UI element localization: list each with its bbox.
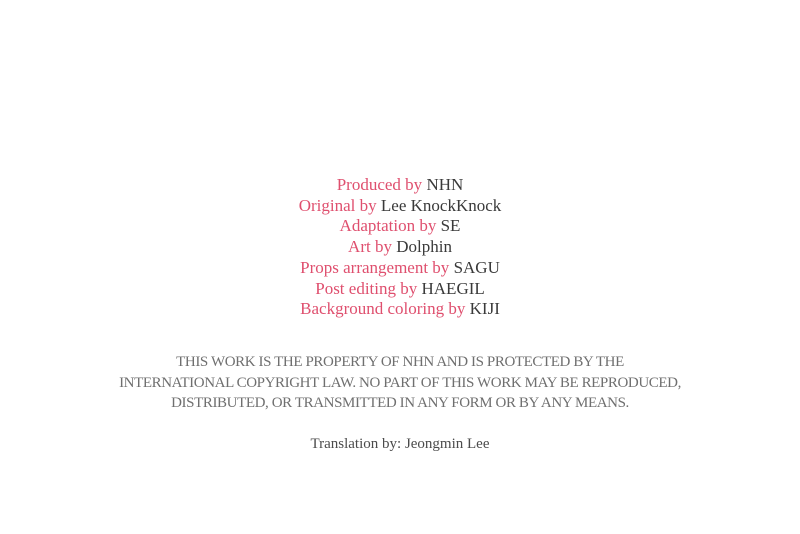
credit-line [0, 299, 800, 320]
credit-role-label: Background coloring by [300, 299, 466, 319]
translation-label: Translation by: [310, 436, 402, 452]
credit-name: SE [440, 216, 461, 236]
credit-line [0, 175, 800, 196]
credit-name: HAEGIL [421, 278, 485, 298]
credit-role-label: Post editing by [315, 278, 418, 298]
copyright-line: THIS WORK IS THE PROPERTY OF NHN AND IS PROTECTED BY THE [176, 354, 624, 370]
copyright-line: DISTRIBUTED, OR TRANSMITTED IN ANY FORM OR BY ANY MEANS. [171, 395, 629, 411]
credit-name: SAGU [453, 257, 500, 277]
copyright-notice [0, 352, 800, 414]
credit-line [0, 196, 800, 217]
credit-role-label: Produced by [336, 175, 423, 194]
translation-name: Jeongmin Lee [404, 436, 490, 452]
translation-credit [0, 434, 800, 454]
credit-role-label: Props arrangement by [300, 257, 450, 277]
credit-line [0, 279, 800, 300]
credit-role-label: Adaptation by [339, 216, 437, 236]
copyright-line: INTERNATIONAL COPYRIGHT LAW. NO PART OF THIS WORK MAY BE REPRODUCED, [119, 374, 681, 391]
credit-name: NHN [426, 175, 464, 194]
credit-line [0, 216, 800, 237]
credit-name: KIJI [469, 299, 500, 319]
credit-role-label: Original by [298, 195, 377, 215]
credits-block [0, 175, 800, 320]
credit-name: Dolphin [396, 237, 452, 257]
credit-line [0, 258, 800, 279]
credit-role-label: Art by [348, 237, 392, 257]
credit-line [0, 237, 800, 258]
credit-name: Lee KnockKnock [380, 195, 502, 215]
